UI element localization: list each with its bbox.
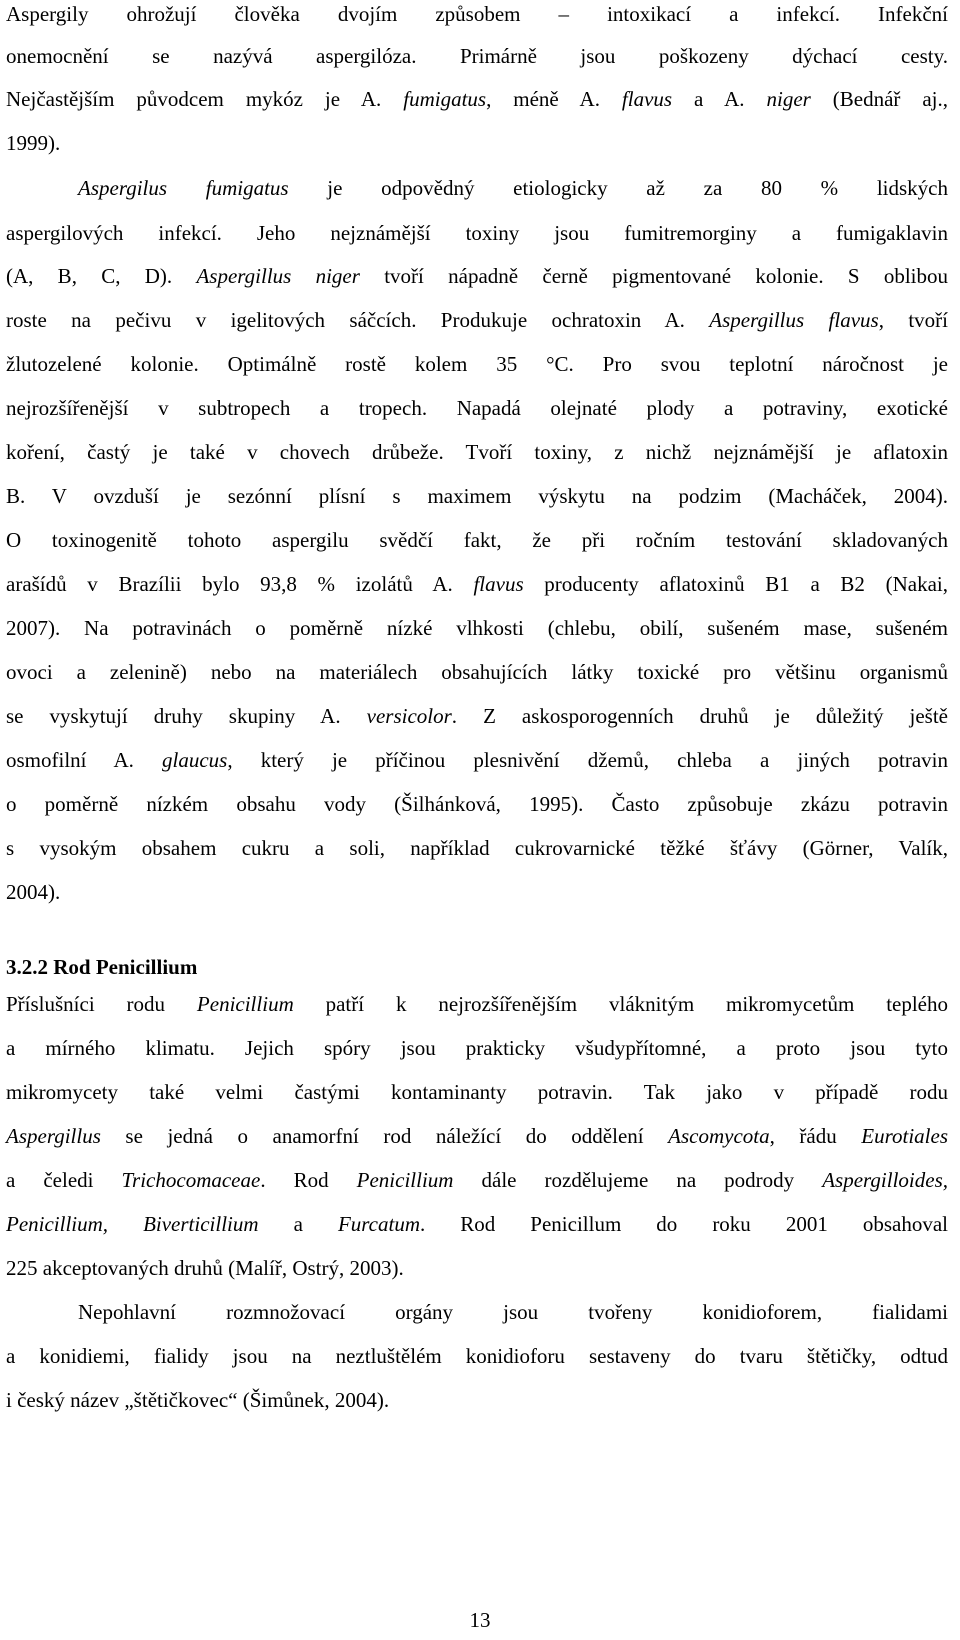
text-line xyxy=(6,570,948,598)
text-span: . Rod Penicillum do roku 2001 obsahoval xyxy=(419,1212,949,1236)
italic-species: flavus xyxy=(473,572,524,596)
text-line: a mírného klimatu. Jejich spóry jsou prakticky všudypřítomné, a proto jsou tyto xyxy=(6,1036,948,1060)
text-line: o poměrně nízkém obsahu vody (Šilhánková, 1995). Často způsobuje zkázu potravin xyxy=(6,792,948,816)
text-line: Aspergily ohrožují člověka dvojím způsobem – intoxikací a infekcí. Infekční xyxy=(6,2,948,26)
page-number: 13 xyxy=(469,1608,491,1632)
text-span: se jedná o anamorfní rod náležící do oddělení xyxy=(100,1124,669,1148)
text-span: Nejčastějším původcem mykóz je A. xyxy=(6,87,404,111)
italic-genus: Penicillium xyxy=(356,1168,454,1192)
text-line xyxy=(6,262,948,290)
text-line: 2007). Na potravinách o poměrně nízké vlhkosti (chlebu, obilí, sušeném mase, sušeném xyxy=(6,616,948,640)
italic-species: Aspergilus fumigatus xyxy=(78,176,289,200)
italic-species: glaucus xyxy=(162,748,228,772)
text-span: se vyskytují druhy skupiny A. xyxy=(6,704,367,728)
italic-taxon: Eurotiales xyxy=(861,1124,948,1148)
text-span: . Rod xyxy=(260,1168,357,1192)
text-span: a A. xyxy=(672,87,767,111)
text-line: aspergilových infekcí. Jeho nejznámější toxiny jsou fumitremorginy a fumigaklavin xyxy=(6,221,948,245)
text-span: , který je příčinou plesnivění džemů, chleba a jiných potravin xyxy=(227,748,949,772)
text-line xyxy=(6,990,948,1018)
text-span: (A, B, C, D). xyxy=(6,264,197,288)
italic-taxon: Furcatum xyxy=(337,1212,420,1236)
section-heading: 3.2.2 Rod Penicillium xyxy=(6,955,198,979)
italic-taxon: Penicillium, Biverticillium xyxy=(6,1212,259,1236)
text-span: , tvoří xyxy=(878,308,948,332)
text-line: 2004). xyxy=(6,880,61,904)
text-span: . Z askosporogenních druhů je důležitý ještě xyxy=(451,704,948,728)
italic-species: niger xyxy=(766,87,811,111)
text-line: O toxinogenitě tohoto aspergilu svědčí fakt, že při ročním testování skladovaných xyxy=(6,528,948,552)
text-line: ovoci a zelenině) nebo na materiálech obsahujících látky toxické pro většinu organismů xyxy=(6,660,948,684)
italic-taxon: Ascomycota xyxy=(668,1124,770,1148)
text-span: , řádu xyxy=(769,1124,862,1148)
text-span: roste na pečivu v igelitových sáčcích. Produkuje ochratoxin A. xyxy=(6,308,710,332)
text-line: s vysokým obsahem cukru a soli, například cukrovarnické těžké šťávy (Görner, Valík, xyxy=(6,836,948,860)
text-line: 1999). xyxy=(6,131,61,155)
text-span: osmofilní A. xyxy=(6,748,162,772)
text-line xyxy=(6,1122,948,1150)
text-line: nejrozšířenější v subtropech a tropech. Napadá olejnaté plody a potraviny, exotické xyxy=(6,396,948,420)
italic-taxon: Trichocomaceae xyxy=(121,1168,261,1192)
text-line xyxy=(6,746,948,774)
italic-species: Aspergillus flavus xyxy=(709,308,879,332)
text-line: mikromycety také velmi častými kontaminanty potravin. Tak jako v případě rodu xyxy=(6,1080,948,1104)
text-span: a čeledi xyxy=(6,1168,122,1192)
text-span: arašídů v Brazílii bylo 93,8 % izolátů A. xyxy=(6,572,474,596)
text-line xyxy=(6,306,948,334)
text-line xyxy=(6,1166,948,1194)
italic-taxon: Aspergilloides, xyxy=(822,1168,949,1192)
italic-species: flavus xyxy=(621,87,673,111)
text-line: Nepohlavní rozmnožovací orgány jsou tvořeny konidioforem, fialidami xyxy=(78,1300,948,1324)
text-line xyxy=(6,1210,948,1238)
text-span: , méně A. xyxy=(486,87,622,111)
text-line: a konidiemi, fialidy jsou na neztluštělém konidioforu sestaveny do tvaru štětičky, odtud xyxy=(6,1344,948,1368)
text-span: (Bednář aj., xyxy=(810,87,949,111)
text-span: tvoří nápadně černě pigmentované kolonie. S oblibou xyxy=(359,264,948,288)
text-line: B. V ovzduší je sezónní plísní s maximem výskytu na podzim (Macháček, 2004). xyxy=(6,484,948,508)
italic-species: Aspergillus niger xyxy=(196,264,360,288)
text-span: je odpovědný etiologicky až za 80 % lidských xyxy=(288,176,948,200)
text-span: Příslušníci rodu xyxy=(6,992,197,1016)
text-span: patří k nejrozšířenějším vláknitým mikromycetům teplého xyxy=(293,992,949,1016)
text-line xyxy=(6,85,948,113)
text-line xyxy=(6,702,948,730)
text-line xyxy=(78,174,948,202)
text-line: žlutozelené kolonie. Optimálně rostě kolem 35 °C. Pro svou teplotní náročnost je xyxy=(6,352,948,376)
italic-species: fumigatus xyxy=(403,87,487,111)
text-line: i český název „štětičkovec“ (Šimůnek, 2004). xyxy=(6,1388,390,1412)
text-line: onemocnění se nazývá aspergilóza. Primárně jsou poškozeny dýchací cesty. xyxy=(6,44,948,68)
italic-genus: Aspergillus xyxy=(6,1124,101,1148)
italic-genus: Penicillium xyxy=(196,992,294,1016)
text-span: dále rozdělujeme na podrody xyxy=(453,1168,823,1192)
text-line: koření, častý je také v chovech drůbeže. Tvoří toxiny, z nichž nejznámější je aflatoxin xyxy=(6,440,948,464)
text-span: producenty aflatoxinů B1 a B2 (Nakai, xyxy=(523,572,948,596)
text-line: 225 akceptovaných druhů (Malíř, Ostrý, 2003). xyxy=(6,1256,404,1280)
text-span: a xyxy=(258,1212,338,1236)
italic-species: versicolor xyxy=(366,704,452,728)
